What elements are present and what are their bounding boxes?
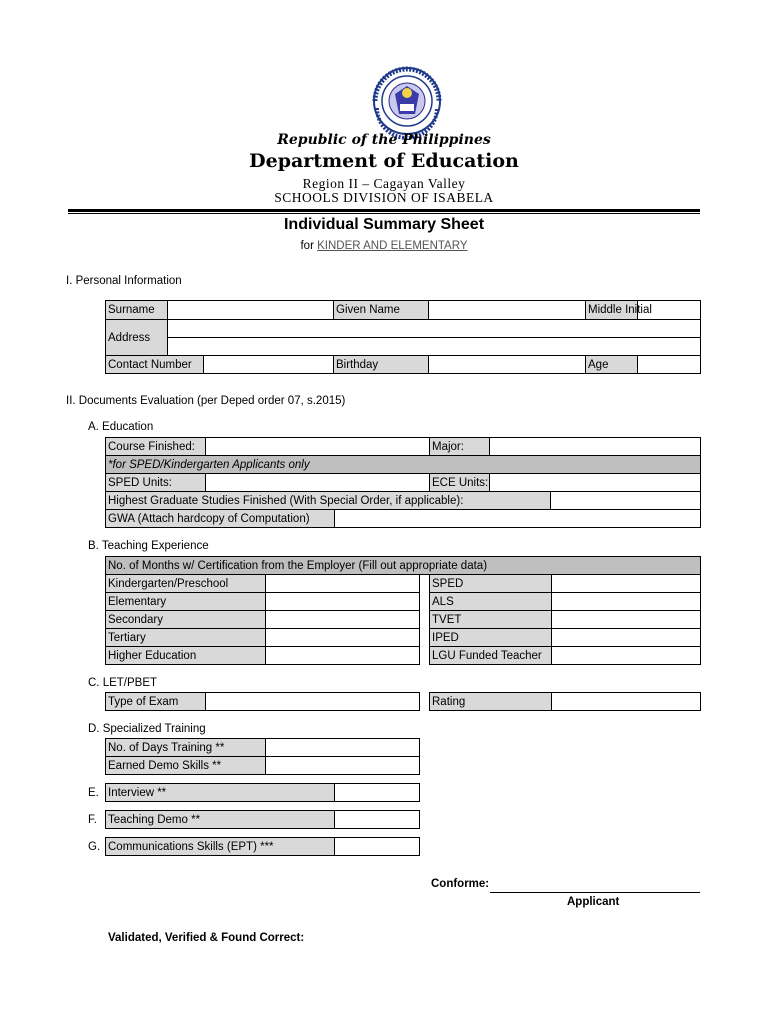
contact-number-label: Contact Number <box>106 356 204 374</box>
communication-label: Communications Skills (EPT) *** <box>106 838 335 856</box>
subtitle-level: KINDER AND ELEMENTARY <box>317 240 468 252</box>
interview-letter: E. <box>88 787 99 799</box>
type-of-exam-field[interactable] <box>206 693 420 711</box>
exp-label-als: ALS <box>430 593 552 611</box>
section-personal-info-heading: I. Personal Information <box>66 275 182 287</box>
teaching-demo-letter: F. <box>88 814 97 826</box>
given-name-label: Given Name <box>334 301 429 320</box>
major-field[interactable] <box>490 438 701 456</box>
graduate-studies-label: Highest Graduate Studies Finished (With Special Order, if applicable): <box>106 492 551 510</box>
gwa-field[interactable] <box>335 510 701 528</box>
surname-label: Surname <box>106 301 168 320</box>
interview-field[interactable] <box>335 784 420 802</box>
address-field-line2[interactable] <box>168 338 701 356</box>
exp-label-higher-education: Higher Education <box>106 647 266 665</box>
given-name-field[interactable] <box>429 301 586 320</box>
exp-label-tertiary: Tertiary <box>106 629 266 647</box>
conforme-signature-line[interactable] <box>490 892 700 893</box>
personal-info-table <box>105 300 701 374</box>
communication-field[interactable] <box>335 838 420 856</box>
ece-units-field[interactable] <box>490 474 701 492</box>
exp-label-tvet: TVET <box>430 611 552 629</box>
region-label: Region II – Cagayan Valley <box>302 176 466 191</box>
conforme-label: Conforme: <box>431 878 490 890</box>
middle-initial-label: Middle Initial <box>586 301 638 320</box>
teaching-experience-heading: B. Teaching Experience <box>88 540 209 552</box>
let-pbet-heading: C. LET/PBET <box>88 677 158 689</box>
exp-field-kindergarten[interactable] <box>266 575 420 593</box>
sheet-title: Individual Summary Sheet <box>283 216 485 233</box>
education-table-2 <box>105 491 701 528</box>
sped-units-field[interactable] <box>206 474 430 492</box>
age-label: Age <box>586 356 638 374</box>
demo-skills-field[interactable] <box>266 757 420 775</box>
demo-skills-label: Earned Demo Skills ** <box>106 757 266 775</box>
communication-table <box>105 837 420 856</box>
exp-label-kindergarten: Kindergarten/Preschool <box>106 575 266 593</box>
subtitle-prefix: for <box>300 240 318 252</box>
exp-label-sped: SPED <box>430 575 552 593</box>
education-heading: A. Education <box>88 421 154 433</box>
let-exam-table <box>105 692 420 711</box>
teaching-demo-label: Teaching Demo ** <box>106 811 335 829</box>
section-documents-heading: II. Documents Evaluation (per Deped order 07, s.2015) <box>66 395 346 407</box>
exp-field-higher-education[interactable] <box>266 647 420 665</box>
teaching-demo-table <box>105 810 420 829</box>
address-label: Address <box>106 320 168 356</box>
birthday-label: Birthday <box>334 356 429 374</box>
type-of-exam-label: Type of Exam <box>106 693 206 711</box>
teaching-experience-table <box>105 556 701 665</box>
days-training-label: No. of Days Training ** <box>106 739 266 757</box>
days-training-field[interactable] <box>266 739 420 757</box>
exp-label-secondary: Secondary <box>106 611 266 629</box>
teaching-experience-header: No. of Months w/ Certification from the Employer (Fill out appropriate data) <box>106 557 701 575</box>
validated-label: Validated, Verified & Found Correct: <box>108 932 305 944</box>
exp-field-lgu-funded[interactable] <box>552 647 701 665</box>
department-label: Department of Education <box>249 150 519 172</box>
sped-kinder-note: *for SPED/Kindergarten Applicants only <box>106 456 701 474</box>
exp-spacer <box>420 647 430 665</box>
header-rule-thin <box>68 213 700 214</box>
teaching-demo-field[interactable] <box>335 811 420 829</box>
graduate-studies-field[interactable] <box>551 492 701 510</box>
rating-label: Rating <box>430 693 552 711</box>
exp-spacer <box>420 611 430 629</box>
division-label: SCHOOLS DIVISION OF ISABELA <box>274 190 494 205</box>
communication-letter: G. <box>88 841 101 853</box>
course-finished-field[interactable] <box>206 438 430 456</box>
specialized-training-table <box>105 738 420 775</box>
deped-seal <box>367 66 447 136</box>
republic-label: Republic of the Philippines <box>277 132 491 148</box>
exp-field-elementary[interactable] <box>266 593 420 611</box>
major-label: Major: <box>430 438 490 456</box>
education-table <box>105 437 701 492</box>
exp-label-elementary: Elementary <box>106 593 266 611</box>
exp-spacer <box>420 593 430 611</box>
course-finished-label: Course Finished: <box>106 438 206 456</box>
sheet-subtitle <box>0 240 768 252</box>
exp-field-als[interactable] <box>552 593 701 611</box>
contact-number-field[interactable] <box>204 356 334 374</box>
interview-label: Interview ** <box>106 784 335 802</box>
birthday-field[interactable] <box>429 356 586 374</box>
address-field-line1[interactable] <box>168 320 701 338</box>
rating-field[interactable] <box>552 693 701 711</box>
exp-field-sped[interactable] <box>552 575 701 593</box>
header-rule <box>68 209 700 212</box>
exp-field-tvet[interactable] <box>552 611 701 629</box>
exp-field-iped[interactable] <box>552 629 701 647</box>
sped-units-label: SPED Units: <box>106 474 206 492</box>
interview-table <box>105 783 420 802</box>
exp-spacer <box>420 629 430 647</box>
exp-spacer <box>420 575 430 593</box>
surname-field[interactable] <box>168 301 334 320</box>
specialized-training-heading: D. Specialized Training <box>88 723 206 735</box>
exp-field-tertiary[interactable] <box>266 629 420 647</box>
exp-label-lgu-funded: LGU Funded Teacher <box>430 647 552 665</box>
ece-units-label: ECE Units: <box>430 474 490 492</box>
age-field[interactable] <box>638 356 701 374</box>
gwa-label: GWA (Attach hardcopy of Computation) <box>106 510 335 528</box>
exp-field-secondary[interactable] <box>266 611 420 629</box>
exp-label-iped: IPED <box>430 629 552 647</box>
let-rating-table <box>429 692 701 711</box>
applicant-label: Applicant <box>567 896 620 908</box>
